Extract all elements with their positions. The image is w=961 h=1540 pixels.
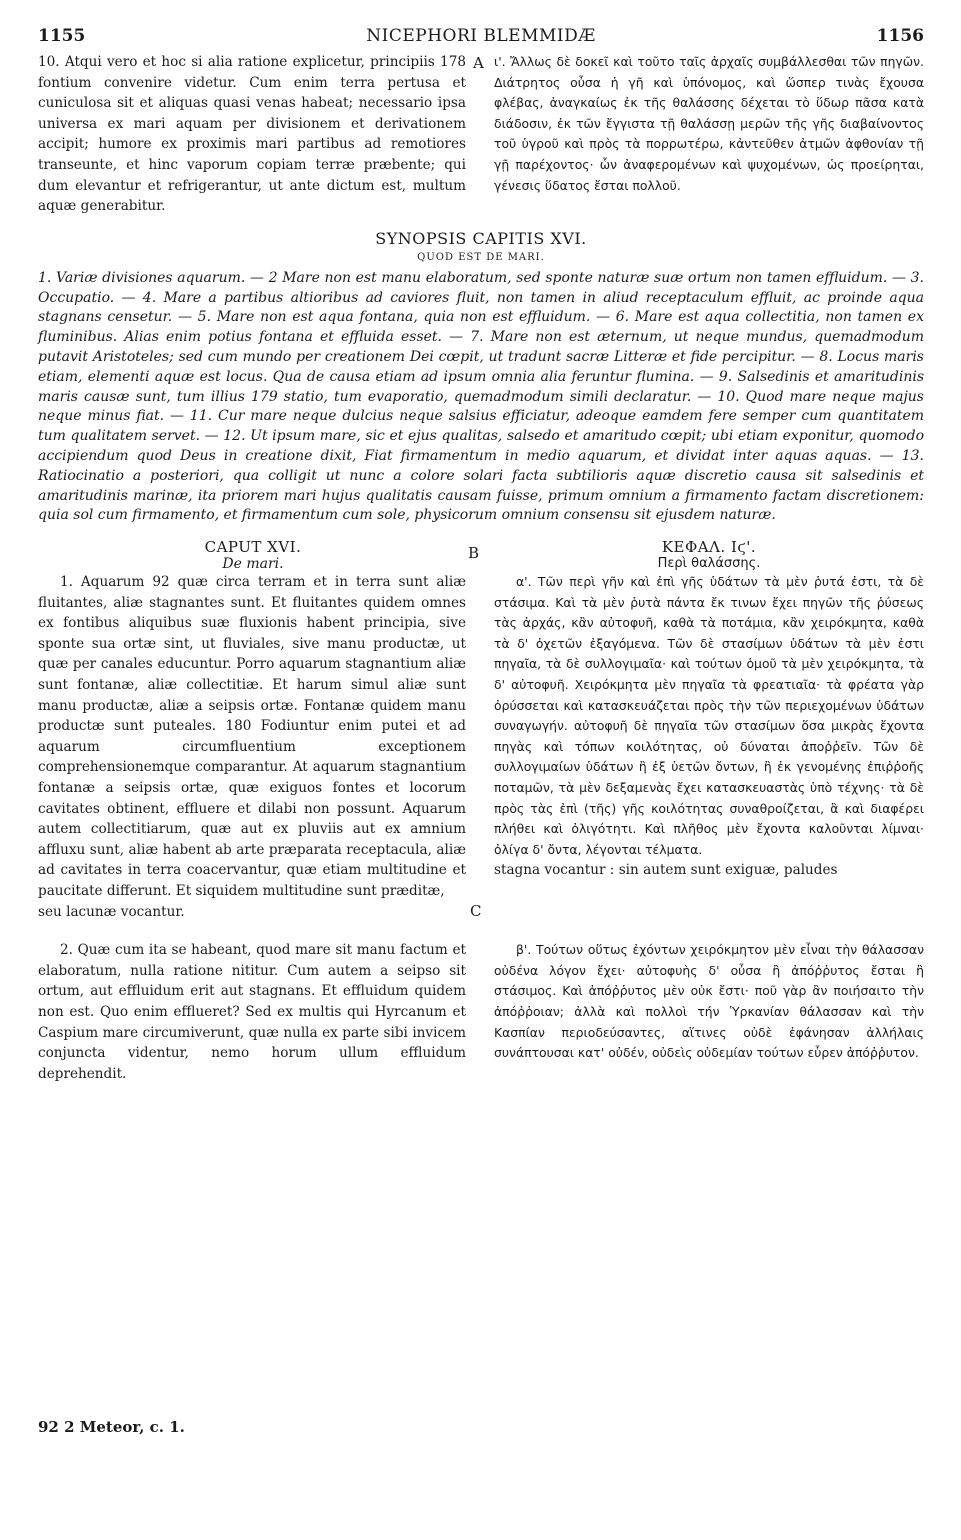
chapter-headings — [38, 538, 924, 572]
synopsis-text: 1. Variæ divisiones aquarum. — 2 Mare non est manu elaboratum, sed sponte naturæ suæ ortum non tamen effluidum. — 3. Occupatio. — 4. Mare a partibus altioribus ad caviores fluit, non tamen in aliud receptaculum effluit, ac proinde aqua stagnans censetur. — 5. Mare non est aqua fontana, quia non est effluidum. — 6. Mare est aqua collectitia, non tamen ex fluminibus. Alias enim potius fontana et effluida esset. — 7. Mare non est æternum, ut neque mundus, quemadmodum putavit Aristoteles; sed cum mundo per creationem Dei cœpit, ut tradunt sacræ Litteræ et fide percipitur. — 8. Locus maris etiam, elementi aquæ est locus. Qua de causa etiam ad ipsum omnia alia feruntur flumina. — 9. Salsedinis et amaritudinis maris causæ sunt, tum illius 179 statio, tum evaporatio, quemadmodum simili declaratur. — 10. Quod mare neque majus neque minus fiat. — 11. Cur mare neque dulcius neque salsius efficiatur, adeoque eamdem fere semper cum quantitatem tum qualitatem servet. — 12. Ut ipsum mare, sic et ejus qualitas, salsedo et amaritudo cœpit; ubi etiam exponitur, quomodo accipiendum quod Deus in creatione dixit, Fiat firmamentum in medio aquarum, et dividat inter aquas aquas. — 13. Ratiocinatio a posteriori, qua colligit ut nunc a colore solari facta subtilioris aquæ discretio causa sit salsedinis et amaritudinis marinæ, ita priorem mari hujus qualitatis causam fuisse, primum omnium a firmamento factam discretionem: quia sol cum firmamento, et firmamentum cum sole, physicorum omnium consensu sit ejusdem naturæ. — [38, 269, 924, 524]
latin-chapter-subtitle: De mari. — [222, 556, 284, 573]
section-1 — [38, 572, 924, 922]
greek-chapter-subtitle: Περὶ θαλάσσης. — [657, 556, 761, 572]
latin-column-section-1 — [38, 572, 466, 922]
greek-paragraph-1: α'. Τῶν περὶ γῆν καὶ ἐπὶ γῆς ὑδάτων τὰ μὲν ῥυτά ἐστι, τὰ δὲ στάσιμα. Καὶ τὰ μὲν ῥυτὰ πάντα ἔκ τινων ἔχει πηγῶν τῆς ῥύσεως τὰς ἀρχάς, κἂν αὐτοφυῆ, καθὰ τὰ ποτάμια, κἂν χειρόκμητα, καθὰ τὰ δ' ὀχετῶν ἐξαγόμενα. Τῶν δὲ στασίμων ὑδάτων τὰ μὲν ἐστι πηγαῖα, τὰ δὲ συλλογιμαῖα· καὶ τούτων ὁμοῦ τὰ μὲν χειρόκμητα, τὰ δ' αὐτοφυῆ. Χειρόκμητα μὲν πηγαῖα τὰ φρεατιαῖα· τὰ φρέατα γὰρ ὀρύσσεται καὶ κατασκευάζεται πρὸς τὴν τῶν περιεχομένων ὑδάτων συναγωγήν. αὐτοφυῆ δὲ πηγαῖα τῶν στασίμων ὅσα μικρὰς ἔχοντα πηγὰς καὶ τόπων κοιλότητας, οὐ δύναται ἀποῤῥεῖν. Τῶν δὲ συλλογιμαίων ὑδάτων ἢ ἐξ ὑετῶν ὄντων, ἢ ἐκ γενομένης ἐπιῤῥοῆς ποταμῶν, τὰ μὲν δεξαμενὰς ἔχει κατασκευαστὰς ὑπὸ τέχνης· τὰ δὲ πρὸς τὰς ἐπὶ (τῆς) γῆς κοιλότητας συναθροίζεται, ἃ καὶ διαφέρει πλήθει καὶ ὀλιγότητι. Καὶ πλῆθος μὲν ἔχοντα καλοῦνται λίμναι· ὀλίγα δ' ὄντα, λέγονται τέλματα. — [494, 574, 924, 857]
left-page-number: 1155 — [38, 26, 86, 46]
greek-column — [494, 52, 924, 217]
latin-continuation-line: stagna vocantur : sin autem sunt exiguæ, paludes — [494, 862, 838, 879]
greek-paragraph-10: ι'. Ἄλλως δὲ δοκεῖ καὶ τοῦτο ταῖς ἀρχαῖς συμβάλλεσθαι τῶν πηγῶν. Διάτρητος οὖσα ἡ γῆ καὶ ὑπόνομος, καὶ ὥσπερ τινὰς ἔχουσα φλέβας, ἀναγκαίως ἐκ τῆς θαλάσσης δέχεται τὸ ὕδωρ πᾶσα κατὰ διάδοσιν, ἐκ τῶν ἔγγιστα τῇ θαλάσσῃ μερῶν τῆς γῆς διαβαίνοντος τοῦ ὑγροῦ καὶ πρὸς τὰ πορρωτέρω, κἀντεῦθεν ἀτμῶν ἀφθονίαν τῇ γῇ παρέχοντος· ὧν ἀναφερομένων καὶ ψυχομένων, ὡς προείρηται, γένεσις ὕδατος ἔσται πολλοῦ. — [494, 54, 924, 193]
greek-chapter-heading — [494, 538, 924, 572]
latin-paragraph-1: 1. Aquarum 92 quæ circa terram et in terra sunt aliæ fluitantes, aliæ stagnantes sunt. Et fluitantes quidem omnes ex fontibus aliquibus suæ fluxionis habent principia, sive sponte sua ortæ sint, ut fluviales, sive manu productæ, ut quæ per canales educuntur. Porro aquarum stagnantium aliæ sunt fontanæ, aliæ collectitiæ. Et harum simul aliæ sunt manu productæ, aliæ a seipsis ortæ. Fontanæ quidem manu productæ sunt puteales. 180 Fodiuntur enim putei et ad aquarum circumfluentium exceptionem comprehensionemque comparantur. At aquarum stagnantium fontanæ a seipsis ortæ, quæ exiguos fontes et locorum cavitates obtinent, effluere et dilabi non possunt. Aquarum autem collectitiarum, quæ aut ex pluviis aut ex amnium affluxu sunt, aliæ habent ab arte præparata receptacula, aliæ ad cavitates in terra coacervantur, quæ etiam multitudine et paucitate differunt. Et siquidem multitudine sunt præditæ, — [38, 574, 466, 900]
margin-marker-a: A — [473, 54, 484, 72]
latin-chapter-heading — [38, 538, 468, 572]
latin-chapter-title: CAPUT XVI. — [204, 538, 302, 557]
synopsis-subtitle: QUOD EST DE MARI. — [417, 251, 545, 263]
caput-xvi — [38, 538, 924, 1084]
greek-chapter-title: ΚΕΦΑΛ. Ιϛ'. — [661, 538, 757, 557]
greek-column-section-2 — [494, 940, 924, 1084]
running-title: NICEPHORI BLEMMIDÆ — [366, 26, 596, 46]
running-head — [38, 22, 924, 52]
section-2 — [38, 940, 924, 1084]
synopsis-title: SYNOPSIS CAPITIS XVI. — [375, 228, 587, 248]
page-body — [38, 22, 924, 1084]
latin-paragraph-1-tail: seu lacunæ vocantur. — [38, 903, 185, 920]
synopsis — [38, 229, 924, 526]
latin-column-section-2 — [38, 940, 466, 1084]
footnote: 92 2 Meteor, c. 1. — [38, 1418, 185, 1436]
latin-column — [38, 52, 466, 217]
latin-paragraph-10: 10. Atqui vero et hoc si alia ratione explicetur, principiis 178 fontium convenire videtur. Cum enim terra pertusa et cuniculosa sit et aliquas quasi venas habeat; necessario ipsa universa ex mari aquam per divisionem et derivationem accipit; humore ex proximis mari partibus ad remotiores transeunte, et hinc vaporum copiam terræ præbente; qui dum elevantur et refrigerantur, ut ante dictum est, multum aquæ generabitur. — [38, 54, 466, 215]
margin-marker-b: B — [468, 544, 480, 563]
latin-paragraph-2: 2. Quæ cum ita se habeant, quod mare sit manu factum et elaboratum, nulla ratione nititur. Cum autem a seipso sit ortum, aut effluidum erit aut stagnans. Et effluidum quidem non est. Quo enim efflueret? Sed ex multis qui Hyrcanum et Caspium mare circumiverunt, quæ nulla ex parte sibi invicem conjuncta videntur, nemo horum ullum effluidum deprehendit. — [38, 942, 466, 1082]
greek-column-section-1 — [494, 572, 924, 922]
margin-marker-c: C — [470, 902, 482, 921]
right-page-number: 1156 — [876, 26, 924, 46]
greek-paragraph-2: β'. Τούτων οὕτως ἐχόντων χειρόκμητον μὲν εἶναι τὴν θάλασσαν οὐδένα λόγον ἔχει· αὐτοφυὴς δ' οὖσα ἢ ἀπόῤῥυτος ἔσται ἢ στάσιμος. Καὶ ἀπόῤῥυτος μὲν οὐκ ἔστι· ποῦ γὰρ ἂν ποιήσαιτο τὴν ἀπόῤῥοιαν; ἀλλὰ καὶ πολλοὶ τήν Ὑρκανίαν θάλασσαν καὶ τὴν Κασπίαν περιοδεύσαντες, αἵτινες οὐδὲ ἐφάνησαν ἀλλήλαις συνάπτουσαι κατ' οὐδέν, οὐδεὶς οὐδεμίαν τούτων εὗρεν ἀπόῤῥυτον. — [494, 942, 924, 1061]
section-10 — [38, 52, 924, 217]
